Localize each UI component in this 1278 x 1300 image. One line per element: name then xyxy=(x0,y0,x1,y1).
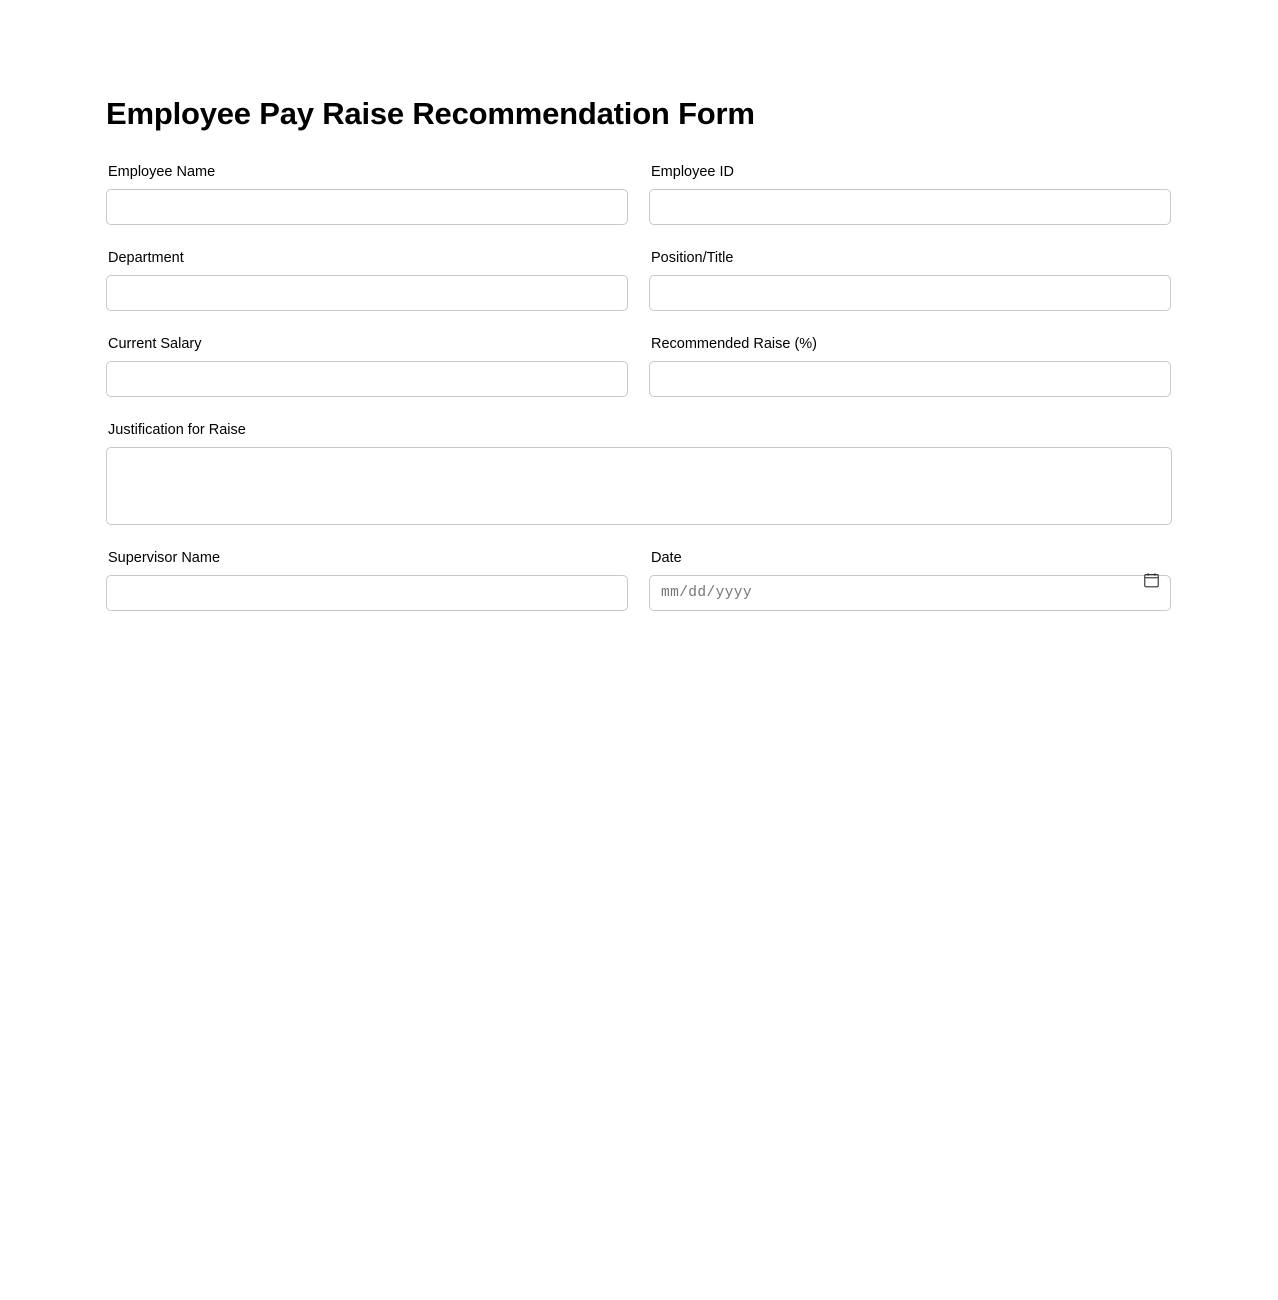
supervisor-name-label: Supervisor Name xyxy=(108,550,221,566)
row-spacer-4 xyxy=(106,525,1172,549)
field-date xyxy=(649,549,1171,611)
field-department xyxy=(106,249,628,311)
form-row-2 xyxy=(106,249,1172,311)
date-input[interactable] xyxy=(649,575,1171,611)
field-employee-name xyxy=(106,163,628,225)
row-spacer-3 xyxy=(106,397,1172,421)
field-recommended-raise xyxy=(649,335,1171,397)
department-input[interactable] xyxy=(106,275,628,311)
form-row-3 xyxy=(106,335,1172,397)
form-row-5 xyxy=(106,549,1172,611)
row-spacer-2 xyxy=(106,311,1172,335)
current-salary-label: Current Salary xyxy=(108,336,202,352)
field-justification xyxy=(106,421,1172,525)
department-label: Department xyxy=(108,250,184,266)
employee-name-input[interactable] xyxy=(106,189,628,225)
employee-name-label: Employee Name xyxy=(108,164,216,180)
current-salary-input[interactable] xyxy=(106,361,628,397)
field-employee-id xyxy=(649,163,1171,225)
position-title-input[interactable] xyxy=(649,275,1171,311)
row-spacer-1 xyxy=(106,225,1172,249)
field-position-title xyxy=(649,249,1171,311)
pay-raise-form xyxy=(106,95,1172,611)
field-current-salary xyxy=(106,335,628,397)
form-row-1 xyxy=(106,163,1172,225)
justification-textarea[interactable] xyxy=(106,447,1172,525)
recommended-raise-input[interactable] xyxy=(649,361,1171,397)
form-row-4 xyxy=(106,421,1172,525)
supervisor-name-input[interactable] xyxy=(106,575,628,611)
date-label: Date xyxy=(651,550,682,566)
field-supervisor-name xyxy=(106,549,628,611)
position-title-label: Position/Title xyxy=(651,250,734,266)
employee-id-input[interactable] xyxy=(649,189,1171,225)
page-title: Employee Pay Raise Recommendation Form xyxy=(106,96,755,131)
employee-id-label: Employee ID xyxy=(651,164,735,180)
recommended-raise-label: Recommended Raise (%) xyxy=(651,336,818,352)
justification-label: Justification for Raise xyxy=(108,422,246,438)
